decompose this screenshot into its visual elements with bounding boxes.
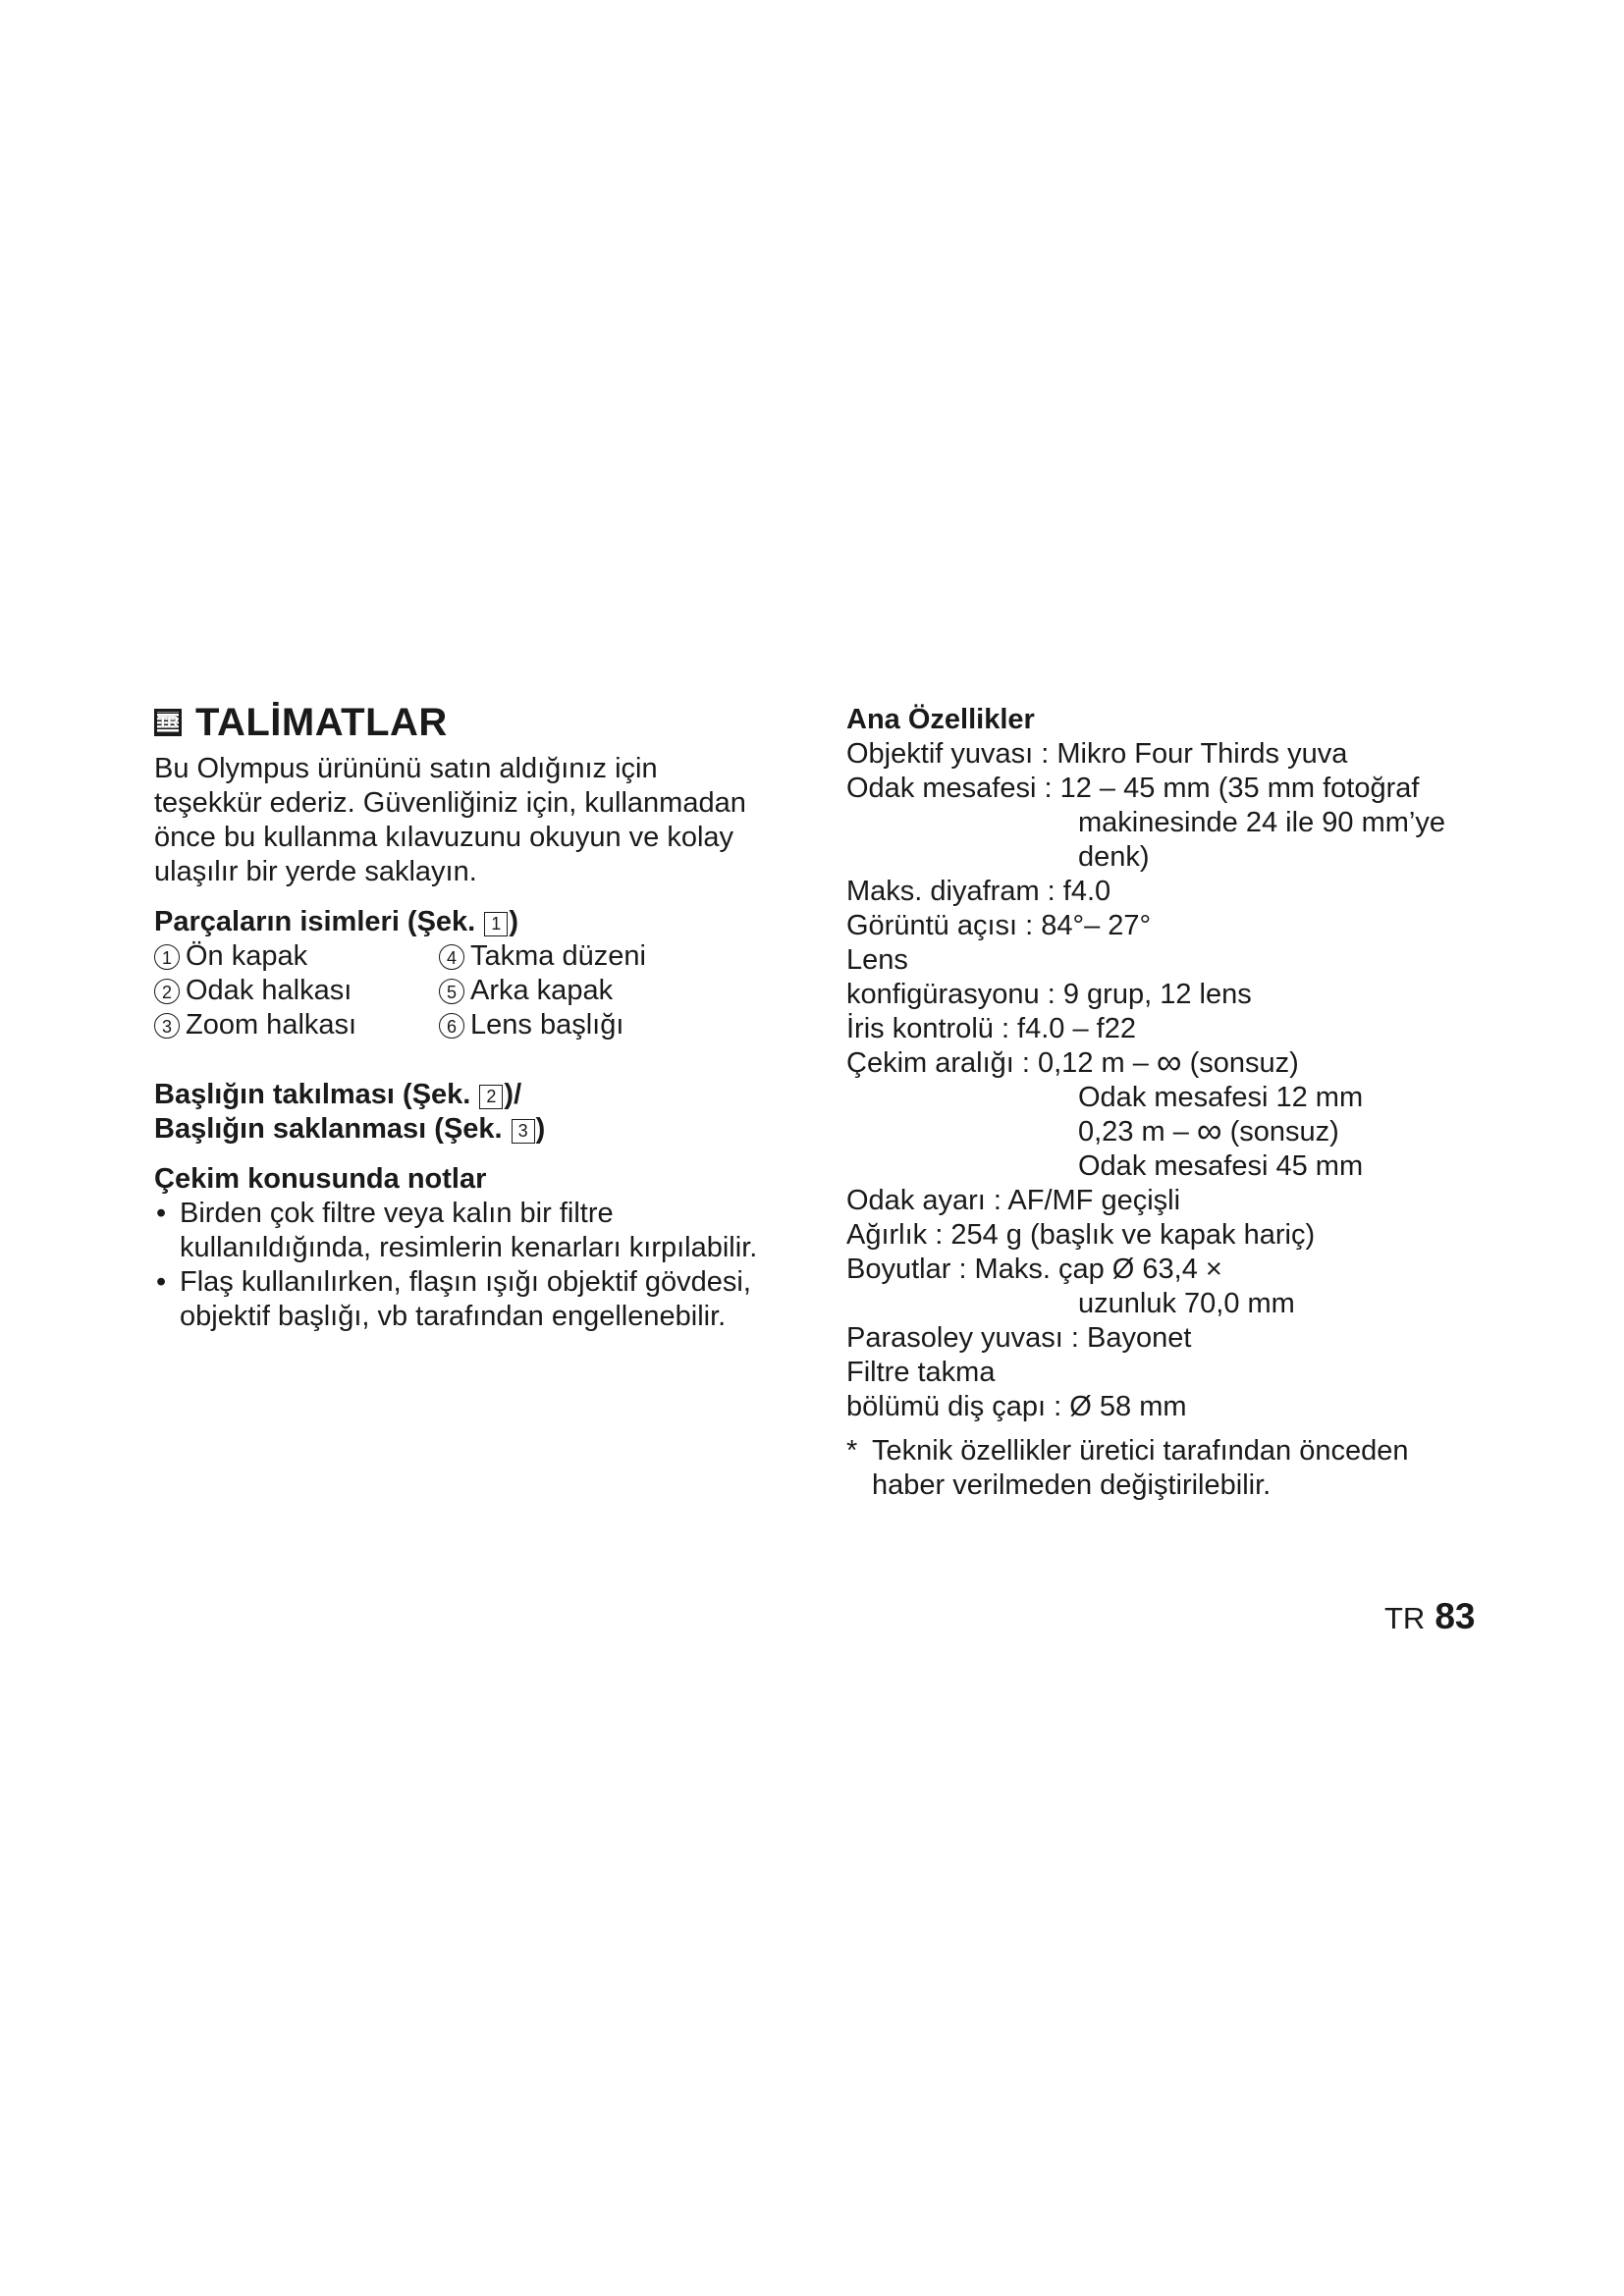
- shooting-notes-heading: Çekim konusunda notlar: [154, 1163, 487, 1195]
- infinity-icon: ∞: [1196, 1110, 1222, 1150]
- part-item: 2 Odak halkası: [154, 974, 439, 1008]
- circled-number: 3: [154, 1013, 180, 1039]
- spec-hood-mount: Parasoley yuvası : Bayonet: [846, 1322, 1192, 1354]
- spec-shooting-range-cont: 0,23 m – ∞ (sonsuz): [1078, 1110, 1339, 1150]
- page-title: TALİMATLAR: [195, 700, 448, 744]
- spec-footnote: * Teknik özellikler üretici tarafından önceden haber verilmeden değiştirilebilir.: [846, 1435, 1409, 1501]
- spec-iris: İris kontrolü : f4.0 – f22: [846, 1013, 1136, 1044]
- part-item: 1 Ön kapak: [154, 939, 439, 974]
- figure-number-box: 2: [479, 1085, 503, 1109]
- circled-number: 4: [439, 944, 464, 970]
- part-item: 4 Takma düzeni: [439, 939, 763, 974]
- part-item: 3 Zoom halkası: [154, 1008, 439, 1042]
- specifications-heading: Ana Özellikler: [846, 704, 1035, 735]
- spec-angle-of-view: Görüntü açısı : 84°– 27°: [846, 910, 1152, 941]
- spec-filter-size: bölümü diş çapı : Ø 58 mm: [846, 1391, 1187, 1422]
- spec-filter-label: Filtre takma: [846, 1357, 996, 1388]
- note-bullet: • Birden çok filtre veya kalın bir filtre kullanıldığında, resimlerin kenarları kırpılabilir.: [154, 1197, 802, 1265]
- part-item: 6 Lens başlığı: [439, 1008, 763, 1042]
- spec-weight: Ağırlık : 254 g (başlık ve kapak hariç): [846, 1219, 1316, 1251]
- parts-list: [154, 939, 802, 1042]
- parts-heading: Parçaların isimleri (Şek. 1 ): [154, 906, 518, 937]
- intro-line: teşekkür ederiz. Güvenliğiniz için, kullanmadan: [154, 787, 746, 819]
- spec-shooting-range-cont: Odak mesafesi 45 mm: [1078, 1150, 1364, 1182]
- spec-dimensions: Boyutlar : Maks. çap Ø 63,4 ×: [846, 1254, 1222, 1285]
- page-language-code: TR: [1384, 1601, 1426, 1635]
- figure-number-box: 3: [512, 1119, 535, 1144]
- spec-mount: Objektif yuvası : Mikro Four Thirds yuva: [846, 738, 1348, 770]
- tr-language-badge-icon: TR: [154, 709, 182, 736]
- spec-lens-config-label: Lens: [846, 944, 908, 976]
- spec-shooting-range-cont: Odak mesafesi 12 mm: [1078, 1082, 1364, 1113]
- spec-focal-length: Odak mesafesi : 12 – 45 mm (35 mm fotoğraf: [846, 773, 1420, 804]
- spec-focal-length-cont: makinesinde 24 ile 90 mm’ye: [1078, 807, 1445, 838]
- intro-line: Bu Olympus ürününü satın aldığınız için: [154, 753, 658, 784]
- spec-dimensions-cont: uzunluk 70,0 mm: [1078, 1288, 1295, 1319]
- page-number-value: 83: [1435, 1596, 1476, 1636]
- hood-storage-heading: Başlığın saklanması (Şek. 3 ): [154, 1113, 546, 1145]
- spec-focus: Odak ayarı : AF/MF geçişli: [846, 1185, 1181, 1216]
- specifications-column: [846, 703, 1494, 1503]
- page-title-row: [154, 697, 802, 748]
- figure-number-box: 1: [484, 912, 508, 936]
- intro-line: ulaşılır bir yerde saklayın.: [154, 856, 477, 887]
- page-number: [1384, 1596, 1475, 1637]
- circled-number: 6: [439, 1013, 464, 1039]
- note-bullet: • Flaş kullanılırken, flaşın ışığı objektif gövdesi, objektif başlığı, vb tarafından engellenebilir.: [154, 1265, 802, 1334]
- spec-focal-length-cont: denk): [1078, 841, 1150, 873]
- intro-line: önce bu kullanma kılavuzunu okuyun ve kolay: [154, 822, 734, 853]
- intro-paragraph: [154, 752, 802, 889]
- spec-max-aperture: Maks. diyafram : f4.0: [846, 876, 1111, 907]
- hood-attach-heading: Başlığın takılması (Şek. 2 )/: [154, 1079, 522, 1110]
- circled-number: 2: [154, 979, 180, 1004]
- infinity-icon: ∞: [1156, 1041, 1182, 1082]
- spec-shooting-range: Çekim aralığı : 0,12 m – ∞ (sonsuz): [846, 1041, 1299, 1082]
- footnote-asterisk: *: [846, 1435, 858, 1467]
- part-item: 5 Arka kapak: [439, 974, 763, 1008]
- spec-lens-config: konfigürasyonu : 9 grup, 12 lens: [846, 979, 1252, 1010]
- circled-number: 5: [439, 979, 464, 1004]
- left-column: [154, 697, 802, 1334]
- circled-number: 1: [154, 944, 180, 970]
